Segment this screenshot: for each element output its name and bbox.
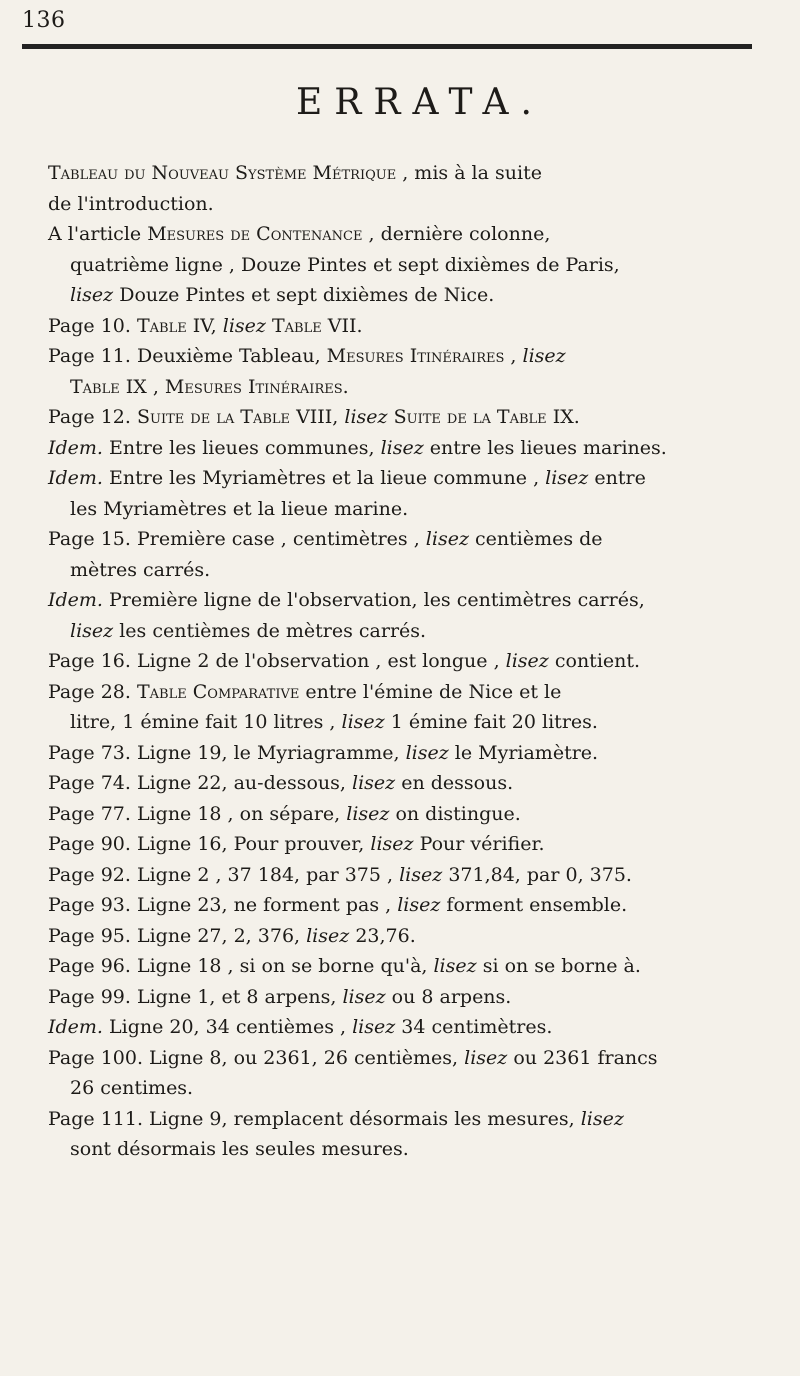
entry-line [48, 1012, 768, 1043]
italic-text: lisez [344, 406, 388, 428]
entry-line [48, 768, 768, 799]
text-run: Page 28. [48, 680, 137, 703]
text-run: VIII, [290, 406, 345, 428]
text-run: Page 10. [48, 314, 137, 337]
text-run: , mis à la suite [396, 162, 542, 184]
text-run: Pour vérifier. [413, 833, 545, 855]
italic-text: lisez [522, 345, 566, 367]
entry-line [48, 311, 768, 342]
entry-continuation-line [48, 250, 768, 281]
text-run: , dernière colonne, [362, 223, 551, 245]
text-run: on distingue. [389, 802, 521, 825]
entry-line [48, 433, 768, 464]
entry-line [48, 158, 768, 189]
italic-text: Idem. [48, 1016, 103, 1038]
entry-continuation-line [48, 1134, 768, 1165]
entry-line [48, 463, 768, 494]
text-run: 23,76. [349, 924, 416, 947]
text-run: Page 90. Ligne 16, Pour prouver, [48, 833, 371, 855]
italic-text: Idem. [48, 589, 103, 611]
italic-text: lisez [425, 528, 469, 550]
text-run: Page 95. Ligne 27, 2, 376, [48, 924, 307, 947]
italic-text: lisez [399, 863, 443, 886]
italic-text: lisez [370, 833, 414, 855]
italic-text: lisez [352, 1016, 396, 1038]
text-run: Page 111. Ligne 9, remplacent désormais les mesures, [48, 1107, 581, 1130]
errata-entry [48, 951, 768, 982]
text-run: Ligne 20, 34 centièmes , [102, 1016, 353, 1038]
text-run: Page 15. Première case , centimètres , [48, 528, 426, 550]
text-run: ou 2361 francs [507, 1046, 658, 1069]
italic-text: lisez [505, 650, 549, 672]
small-caps-text: Suite de la Table [393, 406, 547, 428]
italic-text: Idem. [48, 467, 103, 489]
errata-entries [48, 158, 768, 1165]
errata-entry [48, 1012, 768, 1043]
errata-entry [48, 433, 768, 464]
entry-continuation-line [48, 616, 768, 647]
entry-line [48, 799, 768, 830]
text-run: les Myriamètres et la lieue marine. [70, 497, 409, 520]
errata-entry [48, 646, 768, 677]
text-run: A l'article [48, 223, 148, 245]
text-run: en dessous. [395, 772, 514, 794]
entry-line [48, 524, 768, 555]
errata-entry [48, 860, 768, 891]
italic-text: lisez [70, 619, 114, 642]
entry-line [48, 341, 768, 372]
entry-continuation-line [48, 707, 768, 738]
errata-entry [48, 585, 768, 646]
text-run: Page 11. Deuxième Tableau, [48, 345, 327, 367]
italic-text: lisez [464, 1046, 508, 1069]
entry-continuation-line [48, 280, 768, 311]
errata-entry [48, 921, 768, 952]
text-run: si on se borne à. [476, 955, 641, 977]
errata-entry [48, 341, 768, 402]
text-run: entre l'émine de Nice et le [299, 680, 562, 703]
errata-entry [48, 890, 768, 921]
text-run: centièmes de [468, 528, 603, 550]
entry-line [48, 402, 768, 433]
small-caps-text: Suite de la Table [136, 406, 291, 428]
text-run: Entre les lieues communes, [102, 436, 381, 459]
text-run: mètres carrés. [70, 558, 211, 581]
errata-entry [48, 982, 768, 1013]
errata-entry [48, 799, 768, 830]
text-run: VII. [321, 314, 363, 337]
entry-line [48, 890, 768, 921]
italic-text: lisez [433, 955, 477, 977]
small-caps-text: Table Comparative [136, 680, 300, 703]
text-run: Page 100. Ligne 8, ou 2361, 26 centièmes, [48, 1046, 465, 1069]
entry-continuation-line [48, 372, 768, 403]
text-run: , [504, 345, 523, 367]
italic-text: lisez [397, 894, 441, 916]
entry-line [48, 1043, 768, 1074]
entry-continuation-line [48, 555, 768, 586]
errata-entry [48, 524, 768, 585]
entry-line [48, 1104, 768, 1135]
small-caps-text: Mesures Itinéraires [326, 345, 505, 367]
italic-text: lisez [306, 924, 350, 947]
entry-line [48, 646, 768, 677]
entry-continuation-line [48, 494, 768, 525]
entry-line [48, 982, 768, 1013]
errata-entry [48, 829, 768, 860]
text-run: les centièmes de mètres carrés. [113, 619, 427, 642]
top-rule [22, 44, 752, 49]
text-run: 1 émine fait 20 litres. [384, 711, 598, 733]
entry-line [48, 921, 768, 952]
text-run: 371,84, par 0, 375. [442, 863, 632, 886]
italic-text: lisez [580, 1107, 624, 1130]
text-run: Page 96. Ligne 18 , si on se borne qu'à, [48, 955, 434, 977]
entry-line [48, 189, 768, 220]
text-run: le Myriamètre. [448, 741, 599, 764]
small-caps-text: Table [136, 314, 187, 337]
text-run: quatrième ligne , Douze Pintes et sept dixièmes de Paris, [70, 253, 620, 276]
entry-line [48, 951, 768, 982]
text-run: contient. [548, 650, 641, 672]
italic-text: lisez [545, 467, 589, 489]
entry-line [48, 738, 768, 769]
text-run: Entre les Myriamètres et la lieue commune , [102, 467, 546, 489]
errata-entry [48, 738, 768, 769]
italic-text: lisez [70, 284, 114, 306]
errata-entry [48, 768, 768, 799]
text-run: 26 centimes. [70, 1077, 194, 1099]
text-run: sont désormais les seules mesures. [70, 1138, 409, 1160]
small-caps-text: Mesures de Contenance [147, 223, 363, 245]
italic-text: lisez [342, 985, 386, 1008]
errata-entry [48, 1104, 768, 1165]
text-run: Douze Pintes et sept dixièmes de Nice. [113, 284, 495, 306]
italic-text: lisez [380, 436, 424, 459]
text-run: de l'introduction. [48, 192, 214, 215]
italic-text: lisez [405, 741, 449, 764]
text-run: forment ensemble. [440, 894, 628, 916]
errata-entry [48, 402, 768, 433]
text-run: Page 73. Ligne 19, le Myriagramme, [48, 741, 406, 764]
page-number: 136 [22, 8, 66, 33]
small-caps-text: Table IX , Mesures Itinéraires. [70, 375, 349, 398]
entry-line [48, 585, 768, 616]
text-run: Page 77. Ligne 18 , on sépare, [48, 802, 347, 825]
entry-line [48, 829, 768, 860]
entry-line [48, 860, 768, 891]
errata-entry [48, 158, 768, 219]
italic-text: Idem. [48, 436, 103, 459]
errata-entry [48, 1043, 768, 1104]
text-run: Page 12. [48, 406, 137, 428]
small-caps-text: Tableau du Nouveau Système Métrique [48, 162, 397, 184]
italic-text: lisez [222, 314, 266, 337]
text-run: Première ligne de l'observation, les centimètres carrés, [102, 589, 645, 611]
errata-title: ERRATA. [295, 82, 544, 123]
small-caps-text: Table [271, 314, 322, 337]
text-run: Page 16. Ligne 2 de l'observation , est longue , [48, 650, 506, 672]
text-run: 34 centimètres. [395, 1016, 553, 1038]
entry-line [48, 677, 768, 708]
text-run: entre [588, 467, 646, 489]
errata-entry [48, 219, 768, 311]
errata-entry [48, 311, 768, 342]
text-run: Page 92. Ligne 2 , 37 184, par 375 , [48, 863, 400, 886]
text-run: IV, [186, 314, 223, 337]
text-run: Page 93. Ligne 23, ne forment pas , [48, 894, 398, 916]
text-run: Page 74. Ligne 22, au-dessous, [48, 772, 352, 794]
text-run: litre, 1 émine fait 10 litres , [70, 711, 342, 733]
errata-entry [48, 677, 768, 738]
italic-text: lisez [341, 711, 385, 733]
text-run: entre les lieues marines. [423, 436, 667, 459]
errata-entry [48, 463, 768, 524]
entry-continuation-line [48, 1073, 768, 1104]
text-run: IX. [546, 406, 580, 428]
italic-text: lisez [346, 802, 390, 825]
text-run: Page 99. Ligne 1, et 8 arpens, [48, 985, 343, 1008]
italic-text: lisez [352, 772, 396, 794]
text-run: ou 8 arpens. [385, 985, 512, 1008]
entry-line [48, 219, 768, 250]
